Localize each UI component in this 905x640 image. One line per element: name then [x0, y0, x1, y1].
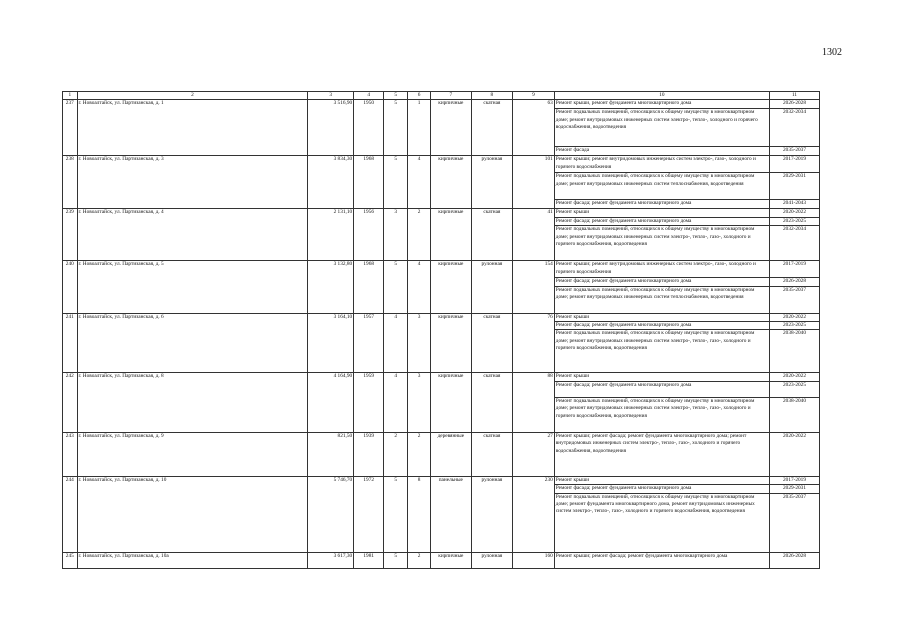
apartments-cell: 41	[513, 209, 555, 261]
work-description-cell: Ремонт крыши	[554, 373, 769, 381]
year-cell: 1968	[354, 156, 384, 209]
work-description-cell: Ремонт фасада; ремонт фундамента многоквартирного дома	[554, 381, 769, 397]
address-cell: г. Новоалтайск, ул. Партизанская, д. 8	[77, 373, 308, 432]
table-row	[63, 209, 820, 217]
work-description-cell: Ремонт крыши; ремонт внутридомовых инженерных систем электро-, газо-, холодного и горячего водоснабжения	[554, 156, 769, 173]
table-row	[63, 476, 820, 484]
capital-repair-table	[62, 91, 820, 569]
roof-type-cell: рулонная	[471, 552, 513, 568]
floors-cell: 5	[384, 100, 408, 156]
roof-type-cell: рулонная	[471, 261, 513, 313]
area-cell: 3 516,90	[308, 100, 354, 156]
area-cell: 2 131,10	[308, 209, 354, 261]
floors-cell: 3	[384, 209, 408, 261]
walls-material-cell: кирпичные	[431, 209, 472, 261]
work-description-cell: Ремонт фасада; ремонт фундамента многоквартирного дома	[554, 217, 769, 225]
roof-type-cell: рулонная	[471, 476, 513, 552]
work-period-cell: 2026-2028	[769, 552, 819, 568]
work-period-cell: 2023-2025	[769, 381, 819, 397]
year-cell: 1972	[354, 476, 384, 552]
address-cell: г. Новоалтайск, ул. Партизанская, д. 10	[77, 476, 308, 552]
roof-type-cell: скатная	[471, 100, 513, 156]
area-cell: 3 834,30	[308, 156, 354, 209]
address-cell: г. Новоалтайск, ул. Партизанская, д. 3	[77, 156, 308, 209]
apartments-cell: 63	[513, 100, 555, 156]
column-header: 11	[769, 92, 819, 100]
year-cell: 1950	[354, 100, 384, 156]
column-header: 6	[408, 92, 431, 100]
work-period-cell: 2017-2019	[769, 476, 819, 484]
work-description-cell: Ремонт подвальных помещений, относящихся к общему имуществу в многоквартирном доме; ремонт внутридомовых инженерных систем электро-, тепло-, холодного и горячего водоснабжения, водоотведения	[554, 109, 769, 147]
roof-type-cell: скатная	[471, 209, 513, 261]
work-period-cell: 2026-2028	[769, 100, 819, 109]
work-description-cell: Ремонт подвальных помещений, относящихся к общему имуществу в многоквартирном доме; ремонт фундамента многоквартирного дома, ремонт внутридомовых инженерных систем электро-, тепло-, газо-, холодного и горячего водоснабжения, водоотведения	[554, 493, 769, 552]
work-period-cell: 2023-2025	[769, 322, 819, 330]
floors-cell: 2	[384, 432, 408, 476]
work-description-cell: Ремонт крыши	[554, 209, 769, 217]
apartments-cell: 76	[513, 313, 555, 373]
floors-cell: 4	[384, 373, 408, 432]
column-header: 9	[513, 92, 555, 100]
year-cell: 1956	[354, 209, 384, 261]
floors-cell: 5	[384, 156, 408, 209]
year-cell: 1959	[354, 373, 384, 432]
row-number: 240	[63, 261, 78, 313]
apartments-cell: 230	[513, 476, 555, 552]
entrances-cell: 2	[408, 209, 431, 261]
work-description-cell: Ремонт фасада; ремонт фундамента многоквартирного дома	[554, 485, 769, 493]
row-number: 241	[63, 313, 78, 373]
apartments-cell: 88	[513, 373, 555, 432]
work-description-cell: Ремонт крыши; ремонт фасада; ремонт фундамента многоквартирного дома	[554, 552, 769, 568]
column-number-row	[63, 92, 820, 100]
address-cell: г. Новоалтайск, ул. Партизанская, д. 10а	[77, 552, 308, 568]
row-number: 245	[63, 552, 78, 568]
area-cell: 3 132,80	[308, 261, 354, 313]
work-description-cell: Ремонт фасада; ремонт фундамента многоквартирного дома	[554, 200, 769, 209]
work-description-cell: Ремонт фасада	[554, 147, 769, 156]
work-period-cell: 2038-2040	[769, 397, 819, 432]
work-period-cell: 2035-2037	[769, 493, 819, 552]
apartments-cell: 101	[513, 156, 555, 209]
entrances-cell: 2	[408, 552, 431, 568]
work-period-cell: 2017-2019	[769, 156, 819, 173]
table-row	[63, 156, 820, 173]
entrances-cell: 3	[408, 313, 431, 373]
walls-material-cell: кирпичные	[431, 552, 472, 568]
roof-type-cell: рулонная	[471, 156, 513, 209]
row-number: 239	[63, 209, 78, 261]
column-header: 3	[308, 92, 354, 100]
column-header: 8	[471, 92, 513, 100]
column-header: 1	[63, 92, 78, 100]
work-period-cell: 2023-2025	[769, 217, 819, 225]
walls-material-cell: панельные	[431, 476, 472, 552]
address-cell: г. Новоалтайск, ул. Партизанская, д. 1	[77, 100, 308, 156]
work-period-cell: 2035-2037	[769, 286, 819, 313]
column-header: 5	[384, 92, 408, 100]
row-number: 238	[63, 156, 78, 209]
table-row	[63, 313, 820, 321]
table-row	[63, 432, 820, 476]
roof-type-cell: скатная	[471, 432, 513, 476]
work-period-cell: 2035-2037	[769, 147, 819, 156]
column-header: 2	[77, 92, 308, 100]
area-cell: 3 164,10	[308, 313, 354, 373]
row-number: 243	[63, 432, 78, 476]
table-row	[63, 261, 820, 278]
table-row	[63, 373, 820, 381]
work-description-cell: Ремонт крыши	[554, 313, 769, 321]
work-period-cell: 2029-2031	[769, 173, 819, 200]
page-number: 1302	[822, 47, 842, 58]
area-cell: 3 617,30	[308, 552, 354, 568]
work-period-cell: 2041-2043	[769, 200, 819, 209]
work-period-cell: 2038-2040	[769, 330, 819, 373]
work-description-cell: Ремонт подвальных помещений, относящихся к общему имуществу в многоквартирном доме; ремонт внутридомовых инженерных систем электро-, тепло-, газо-, холодного и горячего водоснабжения, водоотведения	[554, 397, 769, 432]
area-cell: 5 746,70	[308, 476, 354, 552]
work-period-cell: 2020-2022	[769, 209, 819, 217]
walls-material-cell: кирпичные	[431, 373, 472, 432]
walls-material-cell: кирпичные	[431, 100, 472, 156]
work-period-cell: 2029-2031	[769, 485, 819, 493]
roof-type-cell: скатная	[471, 373, 513, 432]
address-cell: г. Новоалтайск, ул. Партизанская, д. 9	[77, 432, 308, 476]
entrances-cell: 4	[408, 156, 431, 209]
work-description-cell: Ремонт подвальных помещений, относящихся к общему имуществу в многоквартирном доме; ремонт внутридомовых инженерных систем электро-, тепло-, газо-, холодного и горячего водоснабжения, водоотведения	[554, 226, 769, 261]
area-cell: 821,50	[308, 432, 354, 476]
year-cell: 1981	[354, 552, 384, 568]
apartments-cell: 160	[513, 552, 555, 568]
entrances-cell: 3	[408, 373, 431, 432]
walls-material-cell: кирпичные	[431, 156, 472, 209]
work-description-cell: Ремонт подвальных помещений, относящихся к общему имуществу в многоквартирном доме; ремонт внутридомовых инженерных систем электро-, тепло-, газо-, холодного и горячего водоснабжения, водоотведения	[554, 330, 769, 373]
column-header: 4	[354, 92, 384, 100]
table-row	[63, 552, 820, 568]
address-cell: г. Новоалтайск, ул. Партизанская, д. 4	[77, 209, 308, 261]
row-number: 244	[63, 476, 78, 552]
entrances-cell: 1	[408, 100, 431, 156]
work-period-cell: 2032-2034	[769, 226, 819, 261]
address-cell: г. Новоалтайск, ул. Партизанская, д. 5	[77, 261, 308, 313]
work-period-cell: 2020-2022	[769, 313, 819, 321]
entrances-cell: 8	[408, 476, 431, 552]
year-cell: 1957	[354, 313, 384, 373]
walls-material-cell: кирпичные	[431, 313, 472, 373]
work-period-cell: 2026-2028	[769, 278, 819, 286]
work-description-cell: Ремонт фасада; ремонт фундамента многоквартирного дома	[554, 278, 769, 286]
work-period-cell: 2017-2019	[769, 261, 819, 278]
column-header: 10	[554, 92, 769, 100]
work-description-cell: Ремонт крыши	[554, 476, 769, 484]
work-period-cell: 2032-2034	[769, 109, 819, 147]
work-period-cell: 2020-2022	[769, 432, 819, 476]
work-description-cell: Ремонт подвальных помещений, относящихся к общему имуществу в многоквартирном доме; ремонт внутридомовых инженерных систем теплоснабжения, водоотведения	[554, 173, 769, 200]
area-cell: 4 164,90	[308, 373, 354, 432]
roof-type-cell: скатная	[471, 313, 513, 373]
walls-material-cell: кирпичные	[431, 261, 472, 313]
work-description-cell: Ремонт фасада; ремонт фундамента многоквартирного дома	[554, 322, 769, 330]
table-row	[63, 100, 820, 109]
work-description-cell: Ремонт подвальных помещений, относящихся к общему имуществу в многоквартирном доме; ремонт внутридомовых инженерных систем теплоснабжения, водоотведения	[554, 286, 769, 313]
floors-cell: 4	[384, 313, 408, 373]
address-cell: г. Новоалтайск, ул. Партизанская, д. 6	[77, 313, 308, 373]
year-cell: 1939	[354, 432, 384, 476]
entrances-cell: 2	[408, 432, 431, 476]
apartments-cell: 27	[513, 432, 555, 476]
work-description-cell: Ремонт крыши; ремонт внутридомовых инженерных систем электро-, газо-, холодного и горячего водоснабжения	[554, 261, 769, 278]
entrances-cell: 4	[408, 261, 431, 313]
row-number: 237	[63, 100, 78, 156]
row-number: 242	[63, 373, 78, 432]
walls-material-cell: деревянные	[431, 432, 472, 476]
year-cell: 1968	[354, 261, 384, 313]
floors-cell: 5	[384, 552, 408, 568]
floors-cell: 5	[384, 476, 408, 552]
work-description-cell: Ремонт крыши; ремонт фасада; ремонт фундамента многоквартирного дома; ремонт внутридомовых инженерных систем электро-, тепло-, газо-, холодного и горячего водоснабжения, водоотведения	[554, 432, 769, 476]
work-description-cell: Ремонт крыши, ремонт фундамента многоквартирного дома	[554, 100, 769, 109]
apartments-cell: 154	[513, 261, 555, 313]
floors-cell: 5	[384, 261, 408, 313]
column-header: 7	[431, 92, 472, 100]
work-period-cell: 2020-2022	[769, 373, 819, 381]
